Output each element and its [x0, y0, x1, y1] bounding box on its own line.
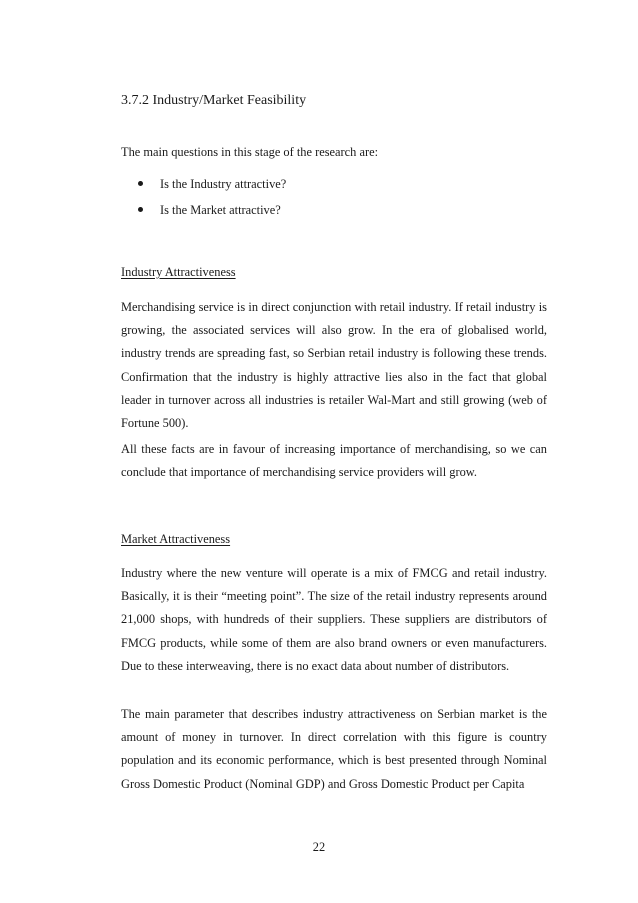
page-number: 22	[312, 840, 326, 854]
question-text: Is the Market attractive?	[160, 203, 281, 217]
section-heading: 3.7.2 Industry/Market Feasibility	[121, 93, 307, 108]
question-text: Is the Industry attractive?	[160, 177, 287, 191]
market-paragraph-2: The main parameter that describes industry attractiveness on Serbian market is the amount of money in turnover. In direct correlation with this figure is country population and its economic performance, which is best presented through Nominal Gross Domestic Product (Nominal GDP) and Gross Domestic Product per Capita	[121, 707, 547, 791]
industry-attractiveness-heading: Industry Attractiveness	[121, 265, 236, 279]
list-item	[138, 201, 286, 227]
intro-text: The main questions in this stage of the research are:	[121, 145, 379, 159]
bullet-icon	[138, 207, 143, 212]
question-list	[138, 175, 286, 227]
industry-paragraph-1: Merchandising service is in direct conjunction with retail industry. If retail industry is growing, the associated services will also grow. In the era of globalised world, industry trends are spreading fast, so Serbian retail industry is following these trends. Confirmation that the industry is highly attractive lies also in the fact that global leader in turnover across all industries is retailer Wal-Mart and still growing (web of Fortune 500).	[121, 300, 547, 431]
bullet-icon	[138, 181, 143, 186]
list-item	[138, 175, 286, 201]
market-paragraph-1: Industry where the new venture will operate is a mix of FMCG and retail industry. Basically, it is their “meeting point”. The size of the retail industry represents around 21,000 shops, with hundreds of their suppliers. These suppliers are distributors of FMCG products, while some of them are also brand owners or even manufacturers. Due to these interweaving, there is no exact data about number of distributors.	[121, 566, 547, 673]
market-attractiveness-heading: Market Attractiveness	[121, 532, 231, 546]
industry-paragraph-2: All these facts are in favour of increasing importance of merchandising, so we can conclude that importance of merchandising service providers will grow.	[121, 442, 547, 480]
